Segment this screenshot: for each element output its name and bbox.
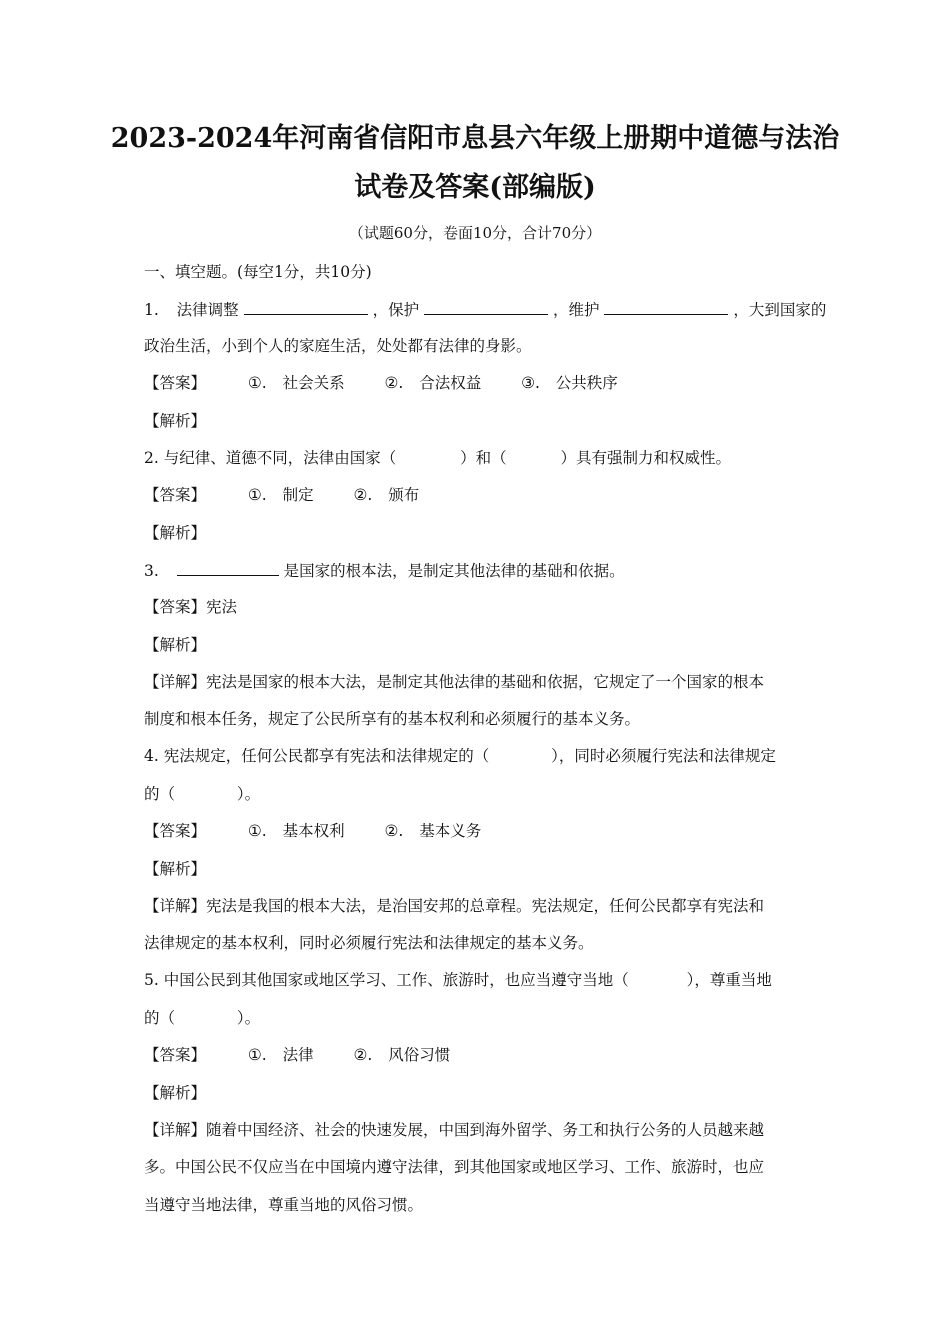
q5-ans2-marker: ②.	[353, 1046, 373, 1064]
q3-detail-line2: 制度和根本任务，规定了公民所享有的基本权利和必须履行的基本义务。	[144, 710, 641, 728]
q3-answer-text: 宪法	[206, 598, 238, 616]
question-4	[144, 745, 808, 767]
q1-ans2-marker: ②.	[384, 374, 404, 392]
q1-ans3-marker: ③.	[521, 374, 540, 392]
q4-text-a: 4. 宪法规定，任何公民都享有宪法和法律规定的（	[144, 747, 490, 765]
q5-detail-text1: 随着中国经济、社会的快速发展，中国到海外留学、务工和执行公务的人员越来越	[206, 1121, 765, 1139]
q5-detail-line2: 多。中国公民不仅应当在中国境内遵守法律，到其他国家或地区学习、工作、旅游时，也应	[144, 1158, 765, 1176]
q3-answer	[144, 596, 808, 618]
detail-label: 【详解】	[144, 897, 207, 915]
q3-detail-line1	[144, 671, 808, 693]
answer-label: 【答案】	[144, 822, 207, 840]
q2-answer	[144, 484, 808, 506]
q3-blank[interactable]	[177, 559, 279, 576]
q5-text-b: ），尊重当地	[686, 971, 772, 989]
q4-ans1-marker: ①.	[247, 822, 267, 840]
q4-detail-text1: 宪法是我国的根本大法，是治国安邦的总章程。宪法规定，任何公民都享有宪法和	[206, 897, 765, 915]
answer-label: 【答案】	[144, 486, 207, 504]
q3-number: 3.	[144, 562, 159, 580]
answer-label: 【答案】	[144, 1046, 207, 1064]
q4-detail-line2: 法律规定的基本权利，同时必须履行宪法和法律规定的基本义务。	[144, 934, 594, 952]
q4-ans2-text: 基本义务	[419, 822, 482, 840]
q1-blank-2[interactable]	[424, 298, 548, 315]
question-2	[144, 447, 808, 469]
q1-text-c: ，维护	[552, 301, 600, 319]
q5-text-a: 5. 中国公民到其他国家或地区学习、工作、旅游时，也应当遵守当地（	[144, 971, 629, 989]
answer-label: 【答案】	[144, 374, 207, 392]
section-heading: 一、填空题。(每空1分，共10分)	[144, 263, 372, 281]
q5-line2	[144, 1007, 808, 1029]
q4-line2-a: 的（	[144, 785, 176, 803]
q3-detail-text1: 宪法是国家的根本大法，是制定其他法律的基础和依据，它规定了一个国家的根本	[206, 673, 765, 691]
q1-blank-3[interactable]	[604, 298, 728, 315]
q1-text-b: ，保护	[372, 301, 420, 319]
q4-text-b: ），同时必须履行宪法和法律规定	[551, 747, 776, 765]
q2-text-a: 2. 与纪律、道德不同，法律由国家（	[144, 449, 397, 467]
q1-text-a: 法律调整	[176, 301, 239, 319]
q5-detail-line3: 当遵守当地法律，尊重当地的风俗习惯。	[144, 1196, 424, 1214]
q5-detail-line1	[144, 1119, 808, 1141]
q4-ans1-text: 基本权利	[282, 822, 345, 840]
q2-text-c: ）具有强制力和权威性。	[560, 449, 731, 467]
q1-ans2-text: 合法权益	[419, 374, 482, 392]
q1-number: 1.	[144, 301, 159, 319]
question-5	[144, 969, 808, 991]
q5-analysis-label: 【解析】	[144, 1084, 207, 1102]
q1-analysis-label: 【解析】	[144, 412, 207, 430]
q2-ans2-text: 颁布	[388, 486, 420, 504]
q5-line2-b: ）。	[236, 1009, 261, 1027]
q1-answer	[144, 372, 808, 394]
detail-label: 【详解】	[144, 1121, 207, 1139]
q5-answer	[144, 1044, 808, 1066]
q5-ans1-marker: ①.	[247, 1046, 267, 1064]
q3-analysis-label: 【解析】	[144, 636, 207, 654]
q2-analysis-label: 【解析】	[144, 524, 207, 542]
answer-label: 【答案】	[144, 598, 207, 616]
q1-blank-1[interactable]	[244, 298, 368, 315]
q5-ans1-text: 法律	[282, 1046, 314, 1064]
q1-ans1-marker: ①.	[247, 374, 267, 392]
q1-text-d: ，大到国家的	[733, 301, 827, 319]
q1-ans1-text: 社会关系	[282, 374, 345, 392]
q4-ans2-marker: ②.	[384, 822, 404, 840]
q1-line2: 政治生活，小到个人的家庭生活，处处都有法律的身影。	[144, 337, 532, 355]
q4-line2	[144, 783, 808, 805]
question-3	[144, 559, 808, 582]
q2-ans1-text: 制定	[282, 486, 314, 504]
detail-label: 【详解】	[144, 673, 207, 691]
q4-answer	[144, 820, 808, 842]
question-1	[144, 298, 827, 321]
q3-text: 是国家的根本法，是制定其他法律的基础和依据。	[283, 562, 625, 580]
q2-ans1-marker: ①.	[247, 486, 267, 504]
exam-title-line2: 试卷及答案(部编版)	[354, 172, 596, 203]
q2-ans2-marker: ②.	[353, 486, 373, 504]
score-info: （试题60分，卷面10分，合计70分）	[348, 224, 602, 242]
exam-title-line1: 2023-2024年河南省信阳市息县六年级上册期中道德与法治	[110, 123, 840, 154]
q4-analysis-label: 【解析】	[144, 860, 207, 878]
q4-line2-b: ）。	[236, 785, 261, 803]
q2-text-b: ）和（	[460, 449, 507, 467]
q5-line2-a: 的（	[144, 1009, 176, 1027]
q1-ans3-text: 公共秩序	[555, 374, 618, 392]
q4-detail-line1	[144, 895, 808, 917]
q5-ans2-text: 风俗习惯	[388, 1046, 451, 1064]
